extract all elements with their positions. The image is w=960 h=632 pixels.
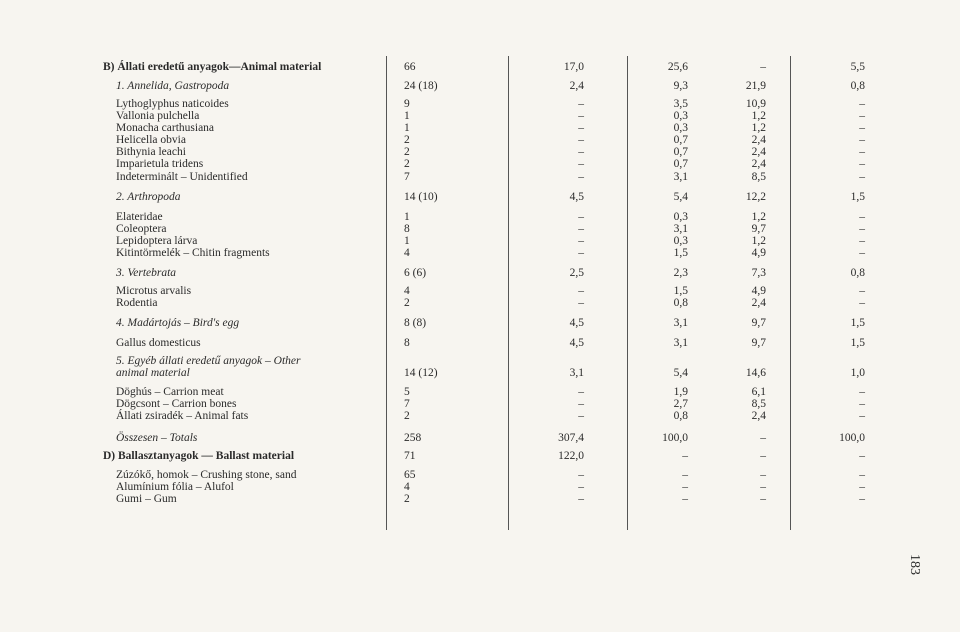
cell-c2: 2,3 xyxy=(673,267,688,279)
cell-c1: – xyxy=(578,469,584,481)
cell-c4: – xyxy=(859,98,865,110)
cell-c2: 0,3 xyxy=(673,110,688,122)
cell-c1: 4,5 xyxy=(569,337,584,349)
cell-c4: 1,5 xyxy=(850,337,865,349)
cell-c4: – xyxy=(859,386,865,398)
cell-c0: 2 xyxy=(404,158,410,170)
cell-c3: 9,7 xyxy=(751,223,766,235)
table-row xyxy=(0,170,960,184)
cell-c2: 3,1 xyxy=(673,171,688,183)
cell-c0: 1 xyxy=(404,110,410,122)
cell-c3: 2,4 xyxy=(751,134,766,146)
cell-c1: – xyxy=(578,386,584,398)
cell-c2: 1,5 xyxy=(673,285,688,297)
cell-c1: – xyxy=(578,481,584,493)
cell-c0: 4 xyxy=(404,285,410,297)
cell-c1: – xyxy=(578,223,584,235)
cell-c0: 2 xyxy=(404,410,410,422)
cell-c1: – xyxy=(578,110,584,122)
cell-c3: 10,9 xyxy=(745,98,766,110)
cell-c4: – xyxy=(859,493,865,505)
cell-c4: – xyxy=(859,481,865,493)
cell-c4: – xyxy=(859,146,865,158)
row-label: Vallonia pulchella xyxy=(116,110,200,122)
cell-c2: 0,3 xyxy=(673,211,688,223)
cell-c2: – xyxy=(682,469,688,481)
cell-c1: 2,4 xyxy=(569,80,584,92)
cell-c2: 3,1 xyxy=(673,337,688,349)
cell-c3: 14,6 xyxy=(745,367,766,379)
cell-c4: – xyxy=(859,285,865,297)
cell-c0: 66 xyxy=(404,61,416,73)
cell-c1: 4,5 xyxy=(569,191,584,203)
cell-c2: 0,8 xyxy=(673,297,688,309)
cell-c3: 9,7 xyxy=(751,337,766,349)
cell-c1: 122,0 xyxy=(558,450,584,462)
cell-c2: 2,7 xyxy=(673,398,688,410)
cell-c0: 65 xyxy=(404,469,416,481)
row-label: 5. Egyéb állati eredetű anyagok – Other xyxy=(116,355,301,367)
cell-c1: 2,5 xyxy=(569,267,584,279)
row-label: Helicella obvia xyxy=(116,134,186,146)
cell-c1: – xyxy=(578,146,584,158)
cell-c3: – xyxy=(760,481,766,493)
row-label: animal material xyxy=(116,367,190,379)
row-label: 1. Annelida, Gastropoda xyxy=(116,80,230,92)
cell-c1: 3,1 xyxy=(569,367,584,379)
row-label: Alumínium fólia – Alufol xyxy=(116,481,234,493)
table-row xyxy=(0,79,960,93)
cell-c0: 1 xyxy=(404,211,410,223)
cell-c3: – xyxy=(760,493,766,505)
row-label: 3. Vertebrata xyxy=(116,267,177,279)
cell-c4: 0,8 xyxy=(850,80,865,92)
row-label: Lepidoptera lárva xyxy=(116,235,198,247)
row-label: Lythoglyphus naticoides xyxy=(116,98,229,110)
row-label: Monacha carthusiana xyxy=(116,122,215,134)
cell-c1: – xyxy=(578,398,584,410)
cell-c4: 1,5 xyxy=(850,191,865,203)
cell-c3: – xyxy=(760,469,766,481)
cell-c0: 4 xyxy=(404,481,410,493)
cell-c2: 1,9 xyxy=(673,386,688,398)
cell-c0: 2 xyxy=(404,146,410,158)
cell-c1: – xyxy=(578,493,584,505)
cell-c2: 1,5 xyxy=(673,247,688,259)
cell-c0: 4 xyxy=(404,247,410,259)
row-label: Dögcsont – Carrion bones xyxy=(116,398,237,410)
row-label: Indeterminált – Unidentified xyxy=(116,171,248,183)
cell-c0: 258 xyxy=(404,432,422,444)
cell-c0: 7 xyxy=(404,171,410,183)
table-row xyxy=(0,409,960,423)
cell-c3: 8,5 xyxy=(751,398,766,410)
cell-c0: 5 xyxy=(404,386,410,398)
cell-c1: – xyxy=(578,158,584,170)
cell-c1: – xyxy=(578,211,584,223)
row-label: 2. Arthropoda xyxy=(116,191,181,203)
cell-c3: 21,9 xyxy=(745,80,766,92)
cell-c4: – xyxy=(859,450,865,462)
cell-c4: – xyxy=(859,223,865,235)
cell-c2: – xyxy=(682,481,688,493)
cell-c2: 0,3 xyxy=(673,235,688,247)
cell-c2: 9,3 xyxy=(673,80,688,92)
cell-c1: – xyxy=(578,285,584,297)
cell-c2: 0,7 xyxy=(673,146,688,158)
cell-c4: 1,5 xyxy=(850,317,865,329)
cell-c4: – xyxy=(859,158,865,170)
cell-c2: 5,4 xyxy=(673,191,688,203)
cell-c2: 25,6 xyxy=(667,61,688,73)
cell-c3: 2,4 xyxy=(751,158,766,170)
cell-c3: 2,4 xyxy=(751,410,766,422)
row-label: Microtus arvalis xyxy=(116,285,192,297)
cell-c4: – xyxy=(859,171,865,183)
row-label: B) Állati eredetű anyagok—Animal material xyxy=(103,61,322,73)
cell-c3: 4,9 xyxy=(751,285,766,297)
cell-c3: 4,9 xyxy=(751,247,766,259)
row-label: Döghús – Carrion meat xyxy=(116,386,224,398)
cell-c0: 9 xyxy=(404,98,410,110)
table-row xyxy=(0,316,960,330)
table-row xyxy=(0,431,960,445)
row-label: 4. Madártojás – Bird's egg xyxy=(116,317,240,329)
row-label: Rodentia xyxy=(116,297,158,309)
cell-c2: 0,3 xyxy=(673,122,688,134)
cell-c0: 7 xyxy=(404,398,410,410)
table-row xyxy=(0,366,960,380)
cell-c2: 0,7 xyxy=(673,134,688,146)
cell-c3: 6,1 xyxy=(751,386,766,398)
cell-c4: 5,5 xyxy=(850,61,865,73)
cell-c3: – xyxy=(760,432,766,444)
cell-c1: 17,0 xyxy=(563,61,584,73)
cell-c0: 2 xyxy=(404,493,410,505)
cell-c4: – xyxy=(859,134,865,146)
cell-c2: 0,8 xyxy=(673,410,688,422)
cell-c4: – xyxy=(859,398,865,410)
table-row xyxy=(0,336,960,350)
cell-c1: – xyxy=(578,134,584,146)
cell-c4: – xyxy=(859,110,865,122)
cell-c4: – xyxy=(859,122,865,134)
cell-c2: 5,4 xyxy=(673,367,688,379)
cell-c3: 1,2 xyxy=(751,122,766,134)
table-row xyxy=(0,157,960,171)
row-label: Imparietula tridens xyxy=(116,158,204,170)
cell-c1: – xyxy=(578,171,584,183)
cell-c3: 2,4 xyxy=(751,297,766,309)
row-label: Gallus domesticus xyxy=(116,337,201,349)
cell-c4: – xyxy=(859,247,865,259)
cell-c3: 1,2 xyxy=(751,235,766,247)
cell-c2: 3,5 xyxy=(673,98,688,110)
cell-c0: 1 xyxy=(404,122,410,134)
row-label: Kitintörmelék – Chitin fragments xyxy=(116,247,270,259)
table-row xyxy=(0,266,960,280)
cell-c3: 8,5 xyxy=(751,171,766,183)
cell-c2: 3,1 xyxy=(673,223,688,235)
cell-c1: – xyxy=(578,122,584,134)
cell-c1: – xyxy=(578,410,584,422)
cell-c2: 100,0 xyxy=(662,432,688,444)
cell-c4: 100,0 xyxy=(839,432,865,444)
cell-c2: 0,7 xyxy=(673,158,688,170)
cell-c0: 8 xyxy=(404,223,410,235)
cell-c0: 24 (18) xyxy=(404,80,438,92)
cell-c1: – xyxy=(578,98,584,110)
row-label: Gumi – Gum xyxy=(116,493,177,505)
table-row xyxy=(0,246,960,260)
cell-c0: 2 xyxy=(404,134,410,146)
cell-c4: 0,8 xyxy=(850,267,865,279)
cell-c3: 12,2 xyxy=(745,191,766,203)
cell-c3: 1,2 xyxy=(751,211,766,223)
cell-c3: – xyxy=(760,61,766,73)
cell-c2: – xyxy=(682,493,688,505)
cell-c3: 7,3 xyxy=(751,267,766,279)
table-row xyxy=(0,190,960,204)
cell-c1: – xyxy=(578,235,584,247)
cell-c1: – xyxy=(578,247,584,259)
cell-c4: – xyxy=(859,469,865,481)
cell-c3: – xyxy=(760,450,766,462)
cell-c3: 2,4 xyxy=(751,146,766,158)
cell-c3: 9,7 xyxy=(751,317,766,329)
table-row xyxy=(0,449,960,463)
row-label: D) Ballasztanyagok — Ballast material xyxy=(103,450,295,462)
cell-c4: – xyxy=(859,297,865,309)
cell-c2: 3,1 xyxy=(673,317,688,329)
row-label: Állati zsiradék – Animal fats xyxy=(116,410,249,422)
cell-c0: 71 xyxy=(404,450,416,462)
cell-c0: 8 (8) xyxy=(404,317,427,329)
cell-c1: – xyxy=(578,297,584,309)
row-label: Elateridae xyxy=(116,211,163,223)
cell-c0: 14 (12) xyxy=(404,367,438,379)
cell-c2: – xyxy=(682,450,688,462)
cell-c3: 1,2 xyxy=(751,110,766,122)
page-number: 183 xyxy=(907,554,922,575)
table-row xyxy=(0,60,960,74)
cell-c0: 8 xyxy=(404,337,410,349)
row-label: Összesen – Totals xyxy=(116,432,198,444)
row-label: Bithynia leachi xyxy=(116,146,186,158)
row-label: Zúzókő, homok – Crushing stone, sand xyxy=(116,469,297,481)
cell-c1: 307,4 xyxy=(558,432,584,444)
cell-c4: – xyxy=(859,235,865,247)
cell-c0: 2 xyxy=(404,297,410,309)
cell-c0: 1 xyxy=(404,235,410,247)
table-row xyxy=(0,296,960,310)
cell-c1: 4,5 xyxy=(569,317,584,329)
cell-c4: – xyxy=(859,410,865,422)
cell-c4: – xyxy=(859,211,865,223)
cell-c4: 1,0 xyxy=(850,367,865,379)
cell-c0: 14 (10) xyxy=(404,191,438,203)
row-label: Coleoptera xyxy=(116,223,167,235)
table-row xyxy=(0,492,960,506)
cell-c0: 6 (6) xyxy=(404,267,427,279)
